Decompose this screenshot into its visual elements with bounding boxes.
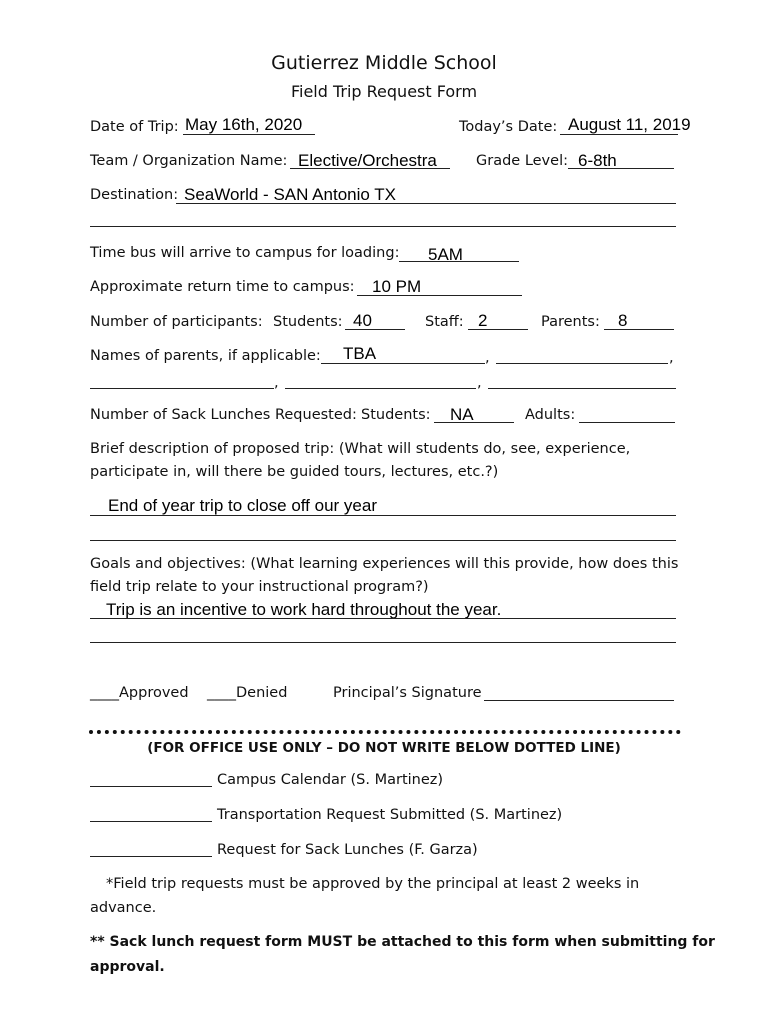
office-line-3[interactable] [90,856,212,857]
participants-staff-value: 2 [478,311,488,330]
goals-prompt-1: Goals and objectives: (What learning experiences will this provide, how does this [90,556,679,572]
grade-value: 6-8th [578,151,617,170]
lunches-adults-label: Adults: [525,407,576,423]
participants-staff-line[interactable] [468,329,528,330]
date-of-trip-label: Date of Trip: [90,119,179,135]
note-sack-lunch-line-1: ** Sack lunch request form MUST be attached to this form when submitting for [90,934,715,950]
participants-students-label: Students: [273,314,343,330]
description-prompt-1: Brief description of proposed trip: (What will students do, see, experience, [90,441,631,457]
bus-time-value: 5AM [428,245,463,264]
office-line-2[interactable] [90,821,212,822]
participants-parents-line[interactable] [604,329,674,330]
goals-prompt-2: field trip relate to your instructional program?) [90,579,429,595]
lunches-students-value: NA [450,405,474,424]
description-line-1[interactable] [90,515,676,516]
lunches-students-label: Students: [361,407,431,423]
parent-name-line-2[interactable] [496,363,668,364]
goals-line-1[interactable] [90,618,676,619]
team-label: Team / Organization Name: [90,153,288,169]
destination-value: SeaWorld - SAN Antonio TX [184,185,396,204]
school-name: Gutierrez Middle School [271,52,497,74]
parent-name-line-3[interactable] [90,388,274,389]
parent-names-comma-4: , [477,375,482,391]
goals-answer: Trip is an incentive to work hard throughout the year. [106,600,502,619]
date-of-trip-value: May 16th, 2020 [185,115,303,134]
return-time-label: Approximate return time to campus: [90,279,355,295]
office-use-heading: (FOR OFFICE USE ONLY – DO NOT WRITE BELOW DOTTED LINE) [147,740,621,756]
form-title: Field Trip Request Form [290,82,478,101]
office-line-1[interactable] [90,786,212,787]
principal-signature-line[interactable] [484,700,674,701]
parent-names-label: Names of parents, if applicable: [90,348,321,364]
denied-checkbox[interactable]: ____Denied [207,685,288,701]
parent-name-line-5[interactable] [488,388,676,389]
participants-staff-label: Staff: [425,314,464,330]
grade-label: Grade Level: [476,153,568,169]
parent-name-line-4[interactable] [285,388,476,389]
participants-parents-value: 8 [618,311,628,330]
date-of-trip-line[interactable] [183,134,315,135]
todays-date-value: August 11, 2019 [568,115,691,134]
office-item-transportation: Transportation Request Submitted (S. Martinez) [217,807,563,823]
todays-date-line[interactable] [560,134,678,135]
office-item-campus-calendar: Campus Calendar (S. Martinez) [217,772,444,788]
lunches-label: Number of Sack Lunches Requested: [90,407,357,423]
description-line-2[interactable] [90,540,676,541]
participants-parents-label: Parents: [541,314,600,330]
parent-names-comma-1: , [485,350,490,366]
approved-checkbox[interactable]: ____Approved [90,685,189,701]
lunches-adults-line[interactable] [579,422,675,423]
participants-label: Number of participants: [90,314,263,330]
dotted-divider [89,730,681,734]
destination-line-2[interactable] [90,226,676,227]
note-approval-line-2: advance. [90,900,157,916]
principal-signature-label: Principal’s Signature [333,685,482,701]
lunches-students-line[interactable] [434,422,514,423]
description-prompt-2: participate in, will there be guided tours, lectures, etc.?) [90,464,499,480]
goals-line-2[interactable] [90,642,676,643]
todays-date-label: Today’s Date: [459,119,558,135]
note-sack-lunch-line-2: approval. [90,959,165,975]
destination-label: Destination: [90,187,179,203]
parent-name-line-1[interactable] [321,363,485,364]
participants-students-value: 40 [353,311,372,330]
return-time-value: 10 PM [372,277,422,296]
team-value: Elective/Orchestra [298,151,437,170]
parent-names-comma-2: , [669,350,674,366]
bus-time-label: Time bus will arrive to campus for loading: [90,245,400,261]
parent-names-comma-3: , [274,375,279,391]
description-answer: End of year trip to close off our year [108,496,377,515]
parent-names-value: TBA [343,344,377,363]
office-item-sack-lunches: Request for Sack Lunches (F. Garza) [217,842,478,858]
note-approval-line-1: *Field trip requests must be approved by the principal at least 2 weeks in [106,876,640,892]
